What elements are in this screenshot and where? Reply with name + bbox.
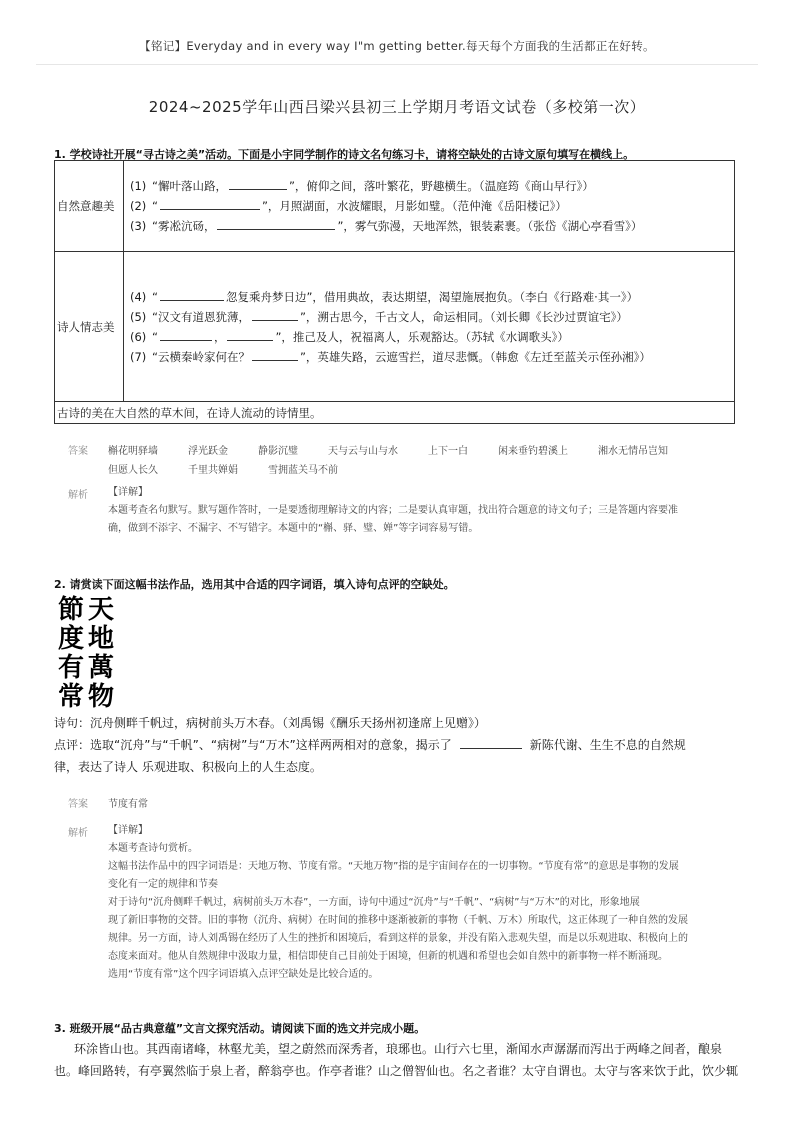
review-blank[interactable] [460,736,522,749]
answer-item: 静影沉璧 [258,446,298,457]
answer-blank[interactable] [160,288,224,301]
answer-blank[interactable] [217,217,335,230]
q2-explain-label: 解析 [68,828,88,839]
explain-line: 这幅书法作品中的四字词语是：天地万物、节度有常。“天地万物”指的是宇宙间存在的一切事物。“节度有常”的意思是事物的发展 [108,861,679,872]
answer-item: 闲来垂钓碧溪上 [498,446,568,457]
explain-line: 对于诗句“沉舟侧畔千帆过，病树前头万木春”，一方面，诗句中通过“沉舟”与“千帆”、“病树”与“万木”的对比，形象地展 [108,897,640,908]
poem-practice-card [54,160,735,424]
explain-line: 态度来面对。他从自然规律中汲取力量，相信即使自己目前处于困境，但新的机遇和希望也会如自然中的新事物一样不断涌现。 [108,951,668,962]
explain-line: 规律。另一方面，诗人刘禹锡在经历了人生的挫折和困境后，看到这样的景象，并没有陷入悲观失望，而是以乐观进取、积极向上的 [108,933,688,944]
poem-line-2: (2) “ ”，月照湖面，水波耀眼，月影如璧。（范仲淹《岳阳楼记》） [130,199,567,213]
q2-poem-line: 诗句：沉舟侧畔千帆过，病树前头万木春。（刘禹锡《酬乐天扬州初逢席上见赠》） [54,716,487,730]
answer-blank[interactable] [160,197,260,210]
q1-explain-label: 解析 [68,490,88,501]
explain-head: 【详解】 [108,487,148,498]
explain-line: 本题考查诗句赏析。 [108,843,198,854]
question-2-title: 2. 请赏读下面这幅书法作品，选用其中合适的四字词语，填入诗句点评的空缺处。 [54,578,455,591]
explain-line: 本题考查名句默写。默写题作答时，一是要透彻理解诗文的内容；二是要认真审题，找出符合题意的诗文句子；三是答题内容要准 [108,505,678,516]
category-poet-emotion: 诗人情志美 [55,252,124,402]
question-1-title: 1. 学校诗社开展“寻古诗之美”活动。下面是小宇同学制作的诗文名句练习卡，请将空缺处的古诗文原句填写在横线上。 [54,148,635,161]
q2-answer-label: 答案 [68,799,88,810]
q1-answer-label: 答案 [68,446,88,457]
q2-review-line-2: 律，表达了诗人 乐观进取、积极向上的人生态度。 [54,760,322,774]
answer-item: 浮光跃金 [188,446,228,457]
answer-blank[interactable] [229,177,287,190]
answer-item: 槲花明驿墙 [108,446,158,457]
calligraphy-column-right: 天 地 萬 物 [88,595,115,712]
q3-passage-line-2: 也。峰回路转，有亭翼然临于泉上者，醉翁亭也。作亭者谁？山之僧智仙也。名之者谁？太守自谓也。太守与客来饮于此，饮少辄 [54,1064,739,1078]
poem-line-3: (3) “雾凇沆砀， ”，雾气弥漫，天地浑然，银装素裹。（张岱《湖心亭看雪》） [130,219,643,233]
answer-item: 千里共婵娟 [188,465,238,476]
poem-line-1: (1) “懈叶落山路， ”，俯仰之间，落叶繁花，野趣横生。（温庭筠《商山早行》） [130,179,594,193]
answer-item: 但愿人长久 [108,465,158,476]
poem-line-4: (4) “ 忽复乘舟梦日边”，借用典故，表达期望，渴望施展抱负。（李白《行路难·其一》） [130,289,639,304]
answer-item: 雪拥蓝关马不前 [268,465,338,476]
answer-blank[interactable] [227,328,273,341]
exam-title: 2024~2025学年山西吕梁兴县初三上学期月考语文试卷（多校第一次） [148,98,646,116]
emotion-lines [124,252,735,402]
card-footer: 古诗的美在大自然的草木间，在诗人流动的诗情里。 [55,402,735,424]
q2-review-line: 点评：选取“沉舟”与“千帆”、“病树”与“万木”这样两两相对的意象，揭示了 新陈代谢、生生不息的自然规 [54,738,686,752]
q1-answer-list [108,442,718,480]
answer-item: 湘水无情吊岂知 [598,446,668,457]
header-motto: 【铭记】Everyday and in every way I"m getting better.每天每个方面我的生活都正在好转。 [139,39,655,53]
category-nature: 自然意趣美 [55,161,124,252]
explain-head: 【详解】 [108,825,148,836]
poem-line-6: (6) “ ， ”，推己及人，祝福离人，乐观豁达。（苏轼《水调歌头》） [130,329,569,344]
header-divider [36,64,758,65]
calligraphy-column-left: 節 度 有 常 [58,595,85,712]
answer-blank[interactable] [252,308,298,321]
answer-item: 天与云与山与水 [328,446,398,457]
explain-line: 确，做到不添字、不漏字、不写错字。本题中的“槲、驿、璧、婵”等字词容易写错。 [108,523,479,534]
poem-line-7: (7) “云横秦岭家何在？ ”，英雄失路，云遮雪拦，道尽悲慨。（韩愈《左迁至蓝关示侄孙湘》） [130,349,651,364]
nature-lines [124,161,735,252]
explain-line: 变化有一定的规律和节奏 [108,879,218,890]
calligraphy-artwork [58,596,118,714]
poem-line-5: (5) “汉文有道恩犹薄， ”，溯古思今，千古文人，命运相同。（刘长卿《长沙过贾谊宅》） [130,309,628,324]
q1-explanation [108,484,728,538]
answer-item: 上下一白 [428,446,468,457]
q2-answer: 节度有常 [108,799,148,810]
answer-blank[interactable] [252,348,298,361]
explain-line: 选用“节度有常”这个四字词语填入点评空缺处是比较合适的。 [108,969,379,980]
explain-line: 现了新旧事物的交替。旧的事物（沉舟、病树）在时间的推移中逐渐被新的事物（千帆、万木）所取代，这正体现了一种自然的发展 [108,915,688,926]
q2-explanation [108,822,728,984]
question-3-title: 3. 班级开展“品古典意蕴”文言文探究活动。请阅读下面的选文并完成小题。 [54,1022,426,1035]
q3-passage-line-1: 环涂皆山也。其西南诸峰，林壑尤美，望之蔚然而深秀者，琅琊也。山行六七里，渐闻水声潺潺而泻出于两峰之间者，酿泉 [74,1042,723,1056]
answer-blank[interactable] [160,328,212,341]
